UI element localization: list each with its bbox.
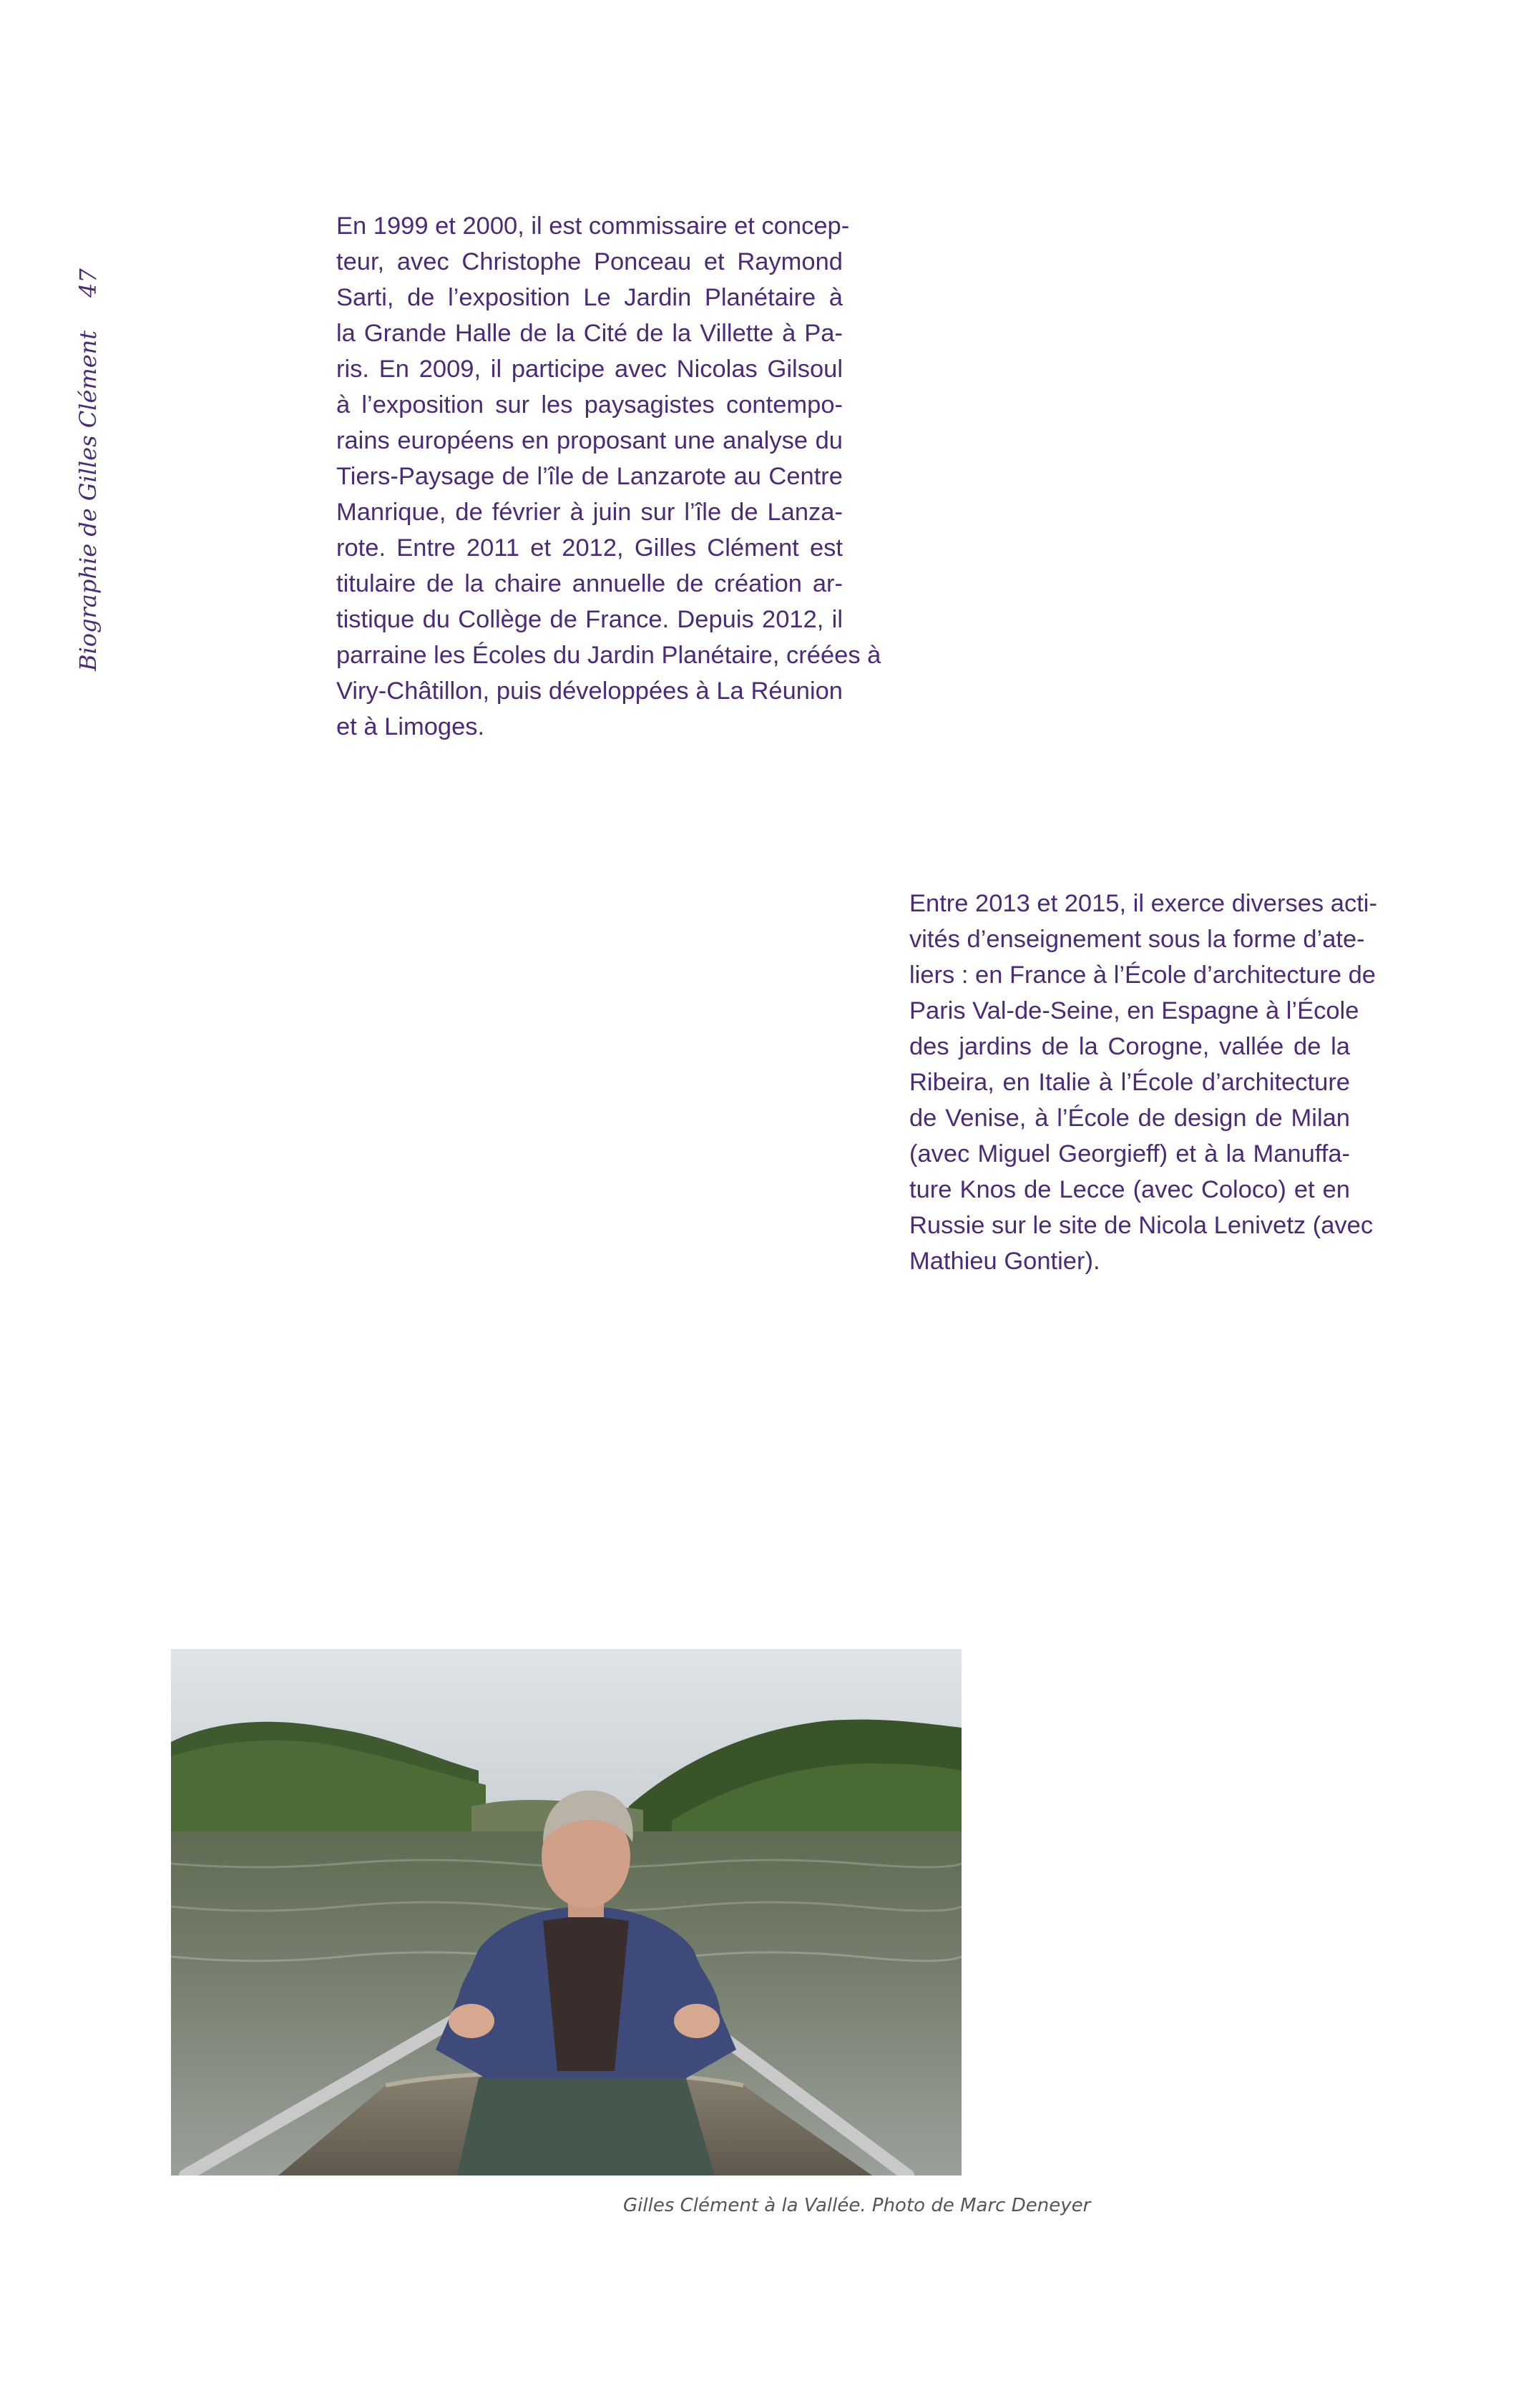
text-line: teur, avec Christophe Ponceau et Raymond [336,248,843,275]
text-line: Entre 2013 et 2015, il exerce diverses acti- [909,890,1377,917]
text-line: Viry-Châtillon, puis développées à La Réunion [336,677,843,705]
paragraph-teaching [909,886,1377,1279]
running-head [68,268,111,671]
text-line: la Grande Halle de la Cité de la Villette à Pa- [336,320,843,347]
text-line: titulaire de la chaire annuelle de création ar- [336,570,843,597]
text-line: de Venise, à l’École de design de Milan [909,1105,1350,1132]
text-line: (avec Miguel Georgieff) et à la Manuffa- [909,1140,1350,1168]
text-line: rains européens en proposant une analyse du [336,427,843,454]
text-line: En 1999 et 2000, il est commissaire et concep- [336,212,850,240]
text-line: liers : en France à l’École d’architecture de [909,961,1376,989]
text-line: à l’exposition sur les paysagistes contempo- [336,391,843,419]
photo-illustration [171,1649,962,2175]
text-line: Ribeira, en Italie à l’École d’architecture [909,1069,1350,1096]
paragraph-exhibitions [336,208,881,745]
photo-caption: Gilles Clément à la Vallée. Photo de Marc Deneyer [623,2195,1091,2216]
text-line: Paris Val-de-Seine, en Espagne à l’École [909,997,1359,1024]
text-line: ris. En 2009, il participe avec Nicolas Gilsoul [336,356,843,383]
text-line: tistique du Collège de France. Depuis 2012, il [336,606,843,633]
text-line: rote. Entre 2011 et 2012, Gilles Clément est [336,534,843,562]
text-line: des jardins de la Corogne, vallée de la [909,1033,1350,1060]
page-number: 47 [74,268,102,298]
running-head-title: Biographie de Gilles Clément [74,330,102,671]
text-line: Sarti, de l’exposition Le Jardin Planétaire à [336,284,843,311]
text-line: Russie sur le site de Nicola Lenivetz (avec [909,1212,1374,1239]
text-line: Tiers-Paysage de l’île de Lanzarote au Centre [336,463,843,490]
text-line: vités d’enseignement sous la forme d’ate- [909,926,1365,953]
text-line: parraine les Écoles du Jardin Planétaire, créées à [336,642,881,669]
text-line: Mathieu Gontier). [909,1248,1100,1275]
photo-gilles-clement-rowing [171,1649,962,2175]
text-line: Manrique, de février à juin sur l’île de Lanza- [336,499,843,526]
text-line: et à Limoges. [336,713,485,740]
text-line: ture Knos de Lecce (avec Coloco) et en [909,1176,1350,1203]
